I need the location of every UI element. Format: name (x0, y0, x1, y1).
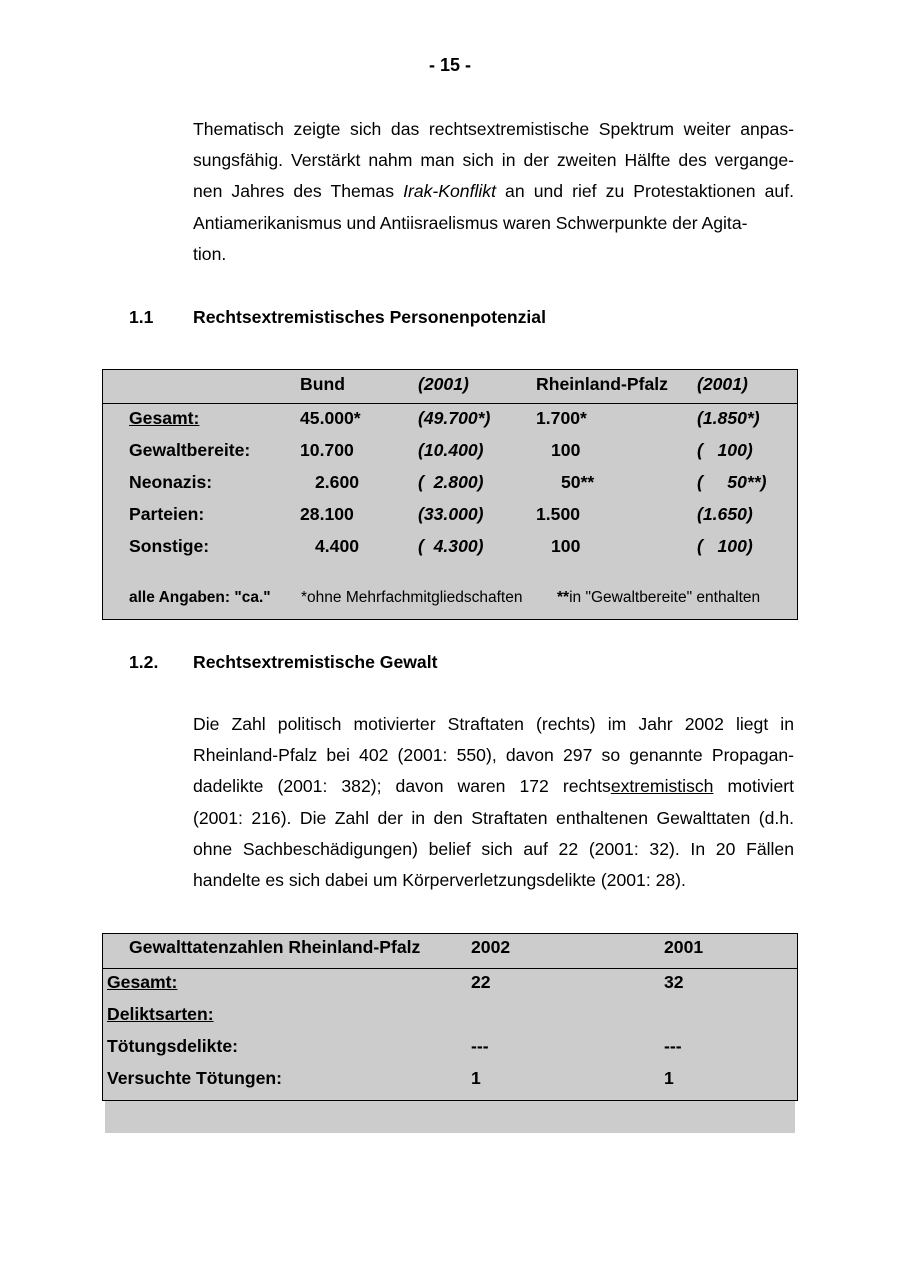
t1-header-bund-2001: (2001) (418, 374, 469, 394)
t1-row-label: Parteien: (129, 504, 205, 524)
t1-footnote-double-star-text: in "Gewaltbereite" enthalten (569, 589, 761, 606)
t1-cell-rlp-2001: (1.650) (697, 504, 753, 524)
t1-cell-bund: 4.400 (315, 536, 360, 556)
personenpotenzial-table (102, 369, 798, 620)
para2-line-3-start: dadelikte (2001: 382); davon waren 172 rechts (193, 776, 611, 796)
t1-footnote-star: *ohne Mehrfachmitgliedschaften (301, 589, 523, 606)
t1-cell-rlp: 1.500 (536, 504, 581, 524)
intro-line-4: Antiamerikanismus und Antiisraelismus waren Schwerpunkte der Agita- (193, 213, 748, 233)
t1-cell-rlp: 50** (561, 472, 595, 492)
t1-footnote-double-star (557, 589, 760, 607)
intro-paragraph (193, 114, 794, 274)
t2-cell-2001: 1 (664, 1068, 674, 1088)
t1-cell-bund-2001: ( 2.800) (418, 472, 484, 492)
t1-cell-bund-2001: (49.700*) (418, 408, 491, 428)
t2-row-label: Tötungsdelikte: (107, 1036, 238, 1056)
para2-line-5: ohne Sachbeschädigungen) belief sich auf 22 (2001: 32). In 20 Fällen (193, 839, 794, 859)
t1-footnote-ca: alle Angaben: "ca." (129, 589, 271, 606)
intro-line-2: sungsfähig. Verstärkt nahm man sich in der zweiten Hälfte des vergange- (193, 150, 794, 170)
t1-cell-rlp-2001: ( 100) (697, 536, 753, 556)
table-2-header-divider (102, 968, 798, 969)
t2-cell-2002: 1 (471, 1068, 481, 1088)
t2-cell-2002: --- (471, 1036, 489, 1056)
t1-footnote-double-star-mark: ** (557, 589, 570, 606)
para2-line-3-end: motiviert (713, 776, 794, 796)
t1-row-label: Sonstige: (129, 536, 210, 556)
t1-cell-bund: 2.600 (315, 472, 360, 492)
para2-extremistisch: extremistisch (610, 776, 714, 796)
para2-line-2: Rheinland-Pfalz bei 402 (2001: 550), davon 297 so genannte Propagan- (193, 745, 794, 765)
t2-row-label: Versuchte Tötungen: (107, 1068, 282, 1088)
t2-row-label: Deliktsarten: (107, 1004, 214, 1024)
t2-header-title: Gewalttatenzahlen Rheinland-Pfalz (129, 937, 421, 957)
para2-line-4: (2001: 216). Die Zahl der in den Straftaten enthaltenen Gewalttaten (d.h. (193, 808, 794, 828)
page-number: - 15 - (428, 55, 471, 75)
intro-line-3 (193, 176, 794, 207)
t1-cell-bund: 28.100 (300, 504, 354, 524)
section-1-number: 1.1 (129, 307, 154, 327)
t1-header-rlp-2001: (2001) (697, 374, 748, 394)
t1-cell-rlp-2001: (1.850*) (697, 408, 760, 428)
t1-cell-rlp-2001: ( 50**) (697, 472, 767, 492)
t1-cell-bund: 10.700 (300, 440, 354, 460)
t1-cell-bund: 45.000* (300, 408, 361, 428)
t1-cell-rlp-2001: ( 100) (697, 440, 753, 460)
table-1-header-divider (102, 403, 798, 404)
t2-header-2001: 2001 (664, 937, 704, 957)
para2-line-1: Die Zahl politisch motivierter Straftaten (rechts) im Jahr 2002 liegt in (193, 714, 794, 734)
table-2-bottom-band (105, 1101, 795, 1133)
intro-line-3-end: an und rief zu Protestaktionen auf. (505, 181, 794, 201)
intro-line-3-start: nen Jahres des Themas (193, 181, 394, 201)
section-2-title: Rechtsextremistische Gewalt (193, 652, 438, 672)
intro-irak-konflikt: Irak-Konflikt (403, 181, 496, 201)
intro-line-5: tion. (193, 244, 227, 264)
t2-cell-2002: 22 (471, 972, 491, 992)
gewalt-paragraph (193, 709, 794, 899)
t2-row-label: Gesamt: (107, 972, 178, 992)
t1-row-label: Gewaltbereite: (129, 440, 251, 460)
para2-line-6: handelte es sich dabei um Körperverletzungsdelikte (2001: 28). (193, 870, 686, 890)
t1-cell-rlp: 1.700* (536, 408, 587, 428)
t2-cell-2001: 32 (664, 972, 684, 992)
t1-header-bund: Bund (300, 374, 345, 394)
intro-line-1: Thematisch zeigte sich das rechtsextremistische Spektrum weiter anpas- (193, 119, 794, 139)
section-1-title: Rechtsextremistisches Personenpotenzial (193, 307, 546, 327)
section-2-number: 1.2. (129, 652, 159, 672)
t2-header-2002: 2002 (471, 937, 511, 957)
para2-line-3 (193, 771, 794, 802)
t1-header-rlp: Rheinland-Pfalz (536, 374, 668, 394)
t1-cell-rlp: 100 (551, 536, 581, 556)
t1-cell-bund-2001: (10.400) (418, 440, 484, 460)
t1-row-label: Neonazis: (129, 472, 213, 492)
t1-cell-rlp: 100 (551, 440, 581, 460)
t1-cell-bund-2001: (33.000) (418, 504, 484, 524)
t1-cell-bund-2001: ( 4.300) (418, 536, 484, 556)
t2-cell-2001: --- (664, 1036, 682, 1056)
t1-row-label: Gesamt: (129, 408, 200, 428)
